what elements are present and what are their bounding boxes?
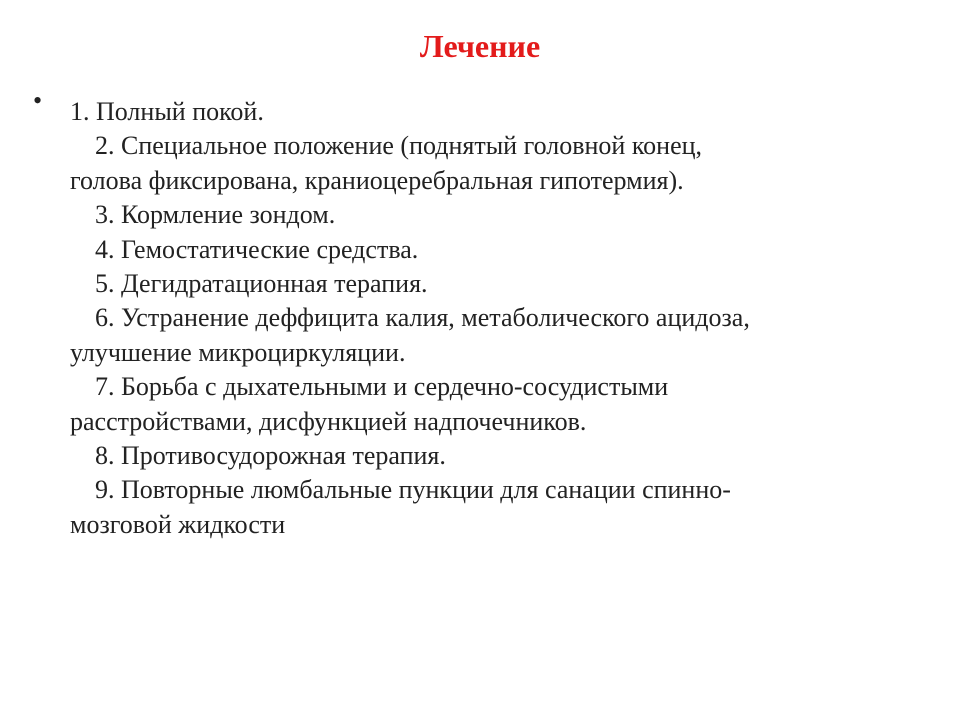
- bullet-icon: •: [33, 86, 43, 115]
- list-item: [70, 267, 930, 301]
- list-item-text: 1. Полный покой.: [70, 97, 264, 126]
- list-item-continuation: [70, 164, 930, 198]
- treatment-list: [70, 95, 930, 542]
- list-item: [70, 301, 930, 335]
- list-item-text: расстройствами, дисфункцией надпочечников.: [70, 406, 587, 436]
- list-item-text: 8. Противосудорожная терапия.: [95, 441, 446, 471]
- list-item: [70, 129, 930, 163]
- list-item: [70, 439, 930, 473]
- list-item-text: улучшение микроциркуляции.: [70, 337, 406, 367]
- list-item-text: 3. Кормление зондом.: [95, 200, 336, 230]
- list-item: [70, 233, 930, 267]
- list-item: [70, 370, 930, 404]
- list-item-text: голова фиксирована, краниоцеребральная гипотермия).: [70, 165, 684, 195]
- list-item-text: 5. Дегидратационная терапия.: [95, 269, 428, 299]
- list-item: [70, 95, 930, 129]
- list-item-continuation: [70, 336, 930, 370]
- list-item-text: мозговой жидкости: [70, 509, 286, 539]
- list-item-text: 4. Гемостатические средства.: [95, 234, 419, 264]
- list-item: [70, 473, 930, 507]
- list-item-continuation: [70, 508, 930, 542]
- list-item-text: 9. Повторные люмбальные пункции для санации спинно-: [95, 475, 731, 505]
- list-item-text: 7. Борьба с дыхательными и сердечно-сосудистыми: [95, 372, 669, 402]
- list-item: [70, 198, 930, 232]
- list-item-text: 6. Устранение деффицита калия, метаболического ацидоза,: [95, 303, 750, 333]
- list-item-text: 2. Специальное положение (поднятый головной конец,: [95, 131, 703, 161]
- list-item-continuation: [70, 405, 930, 439]
- slide-title: Лечение: [419, 28, 541, 64]
